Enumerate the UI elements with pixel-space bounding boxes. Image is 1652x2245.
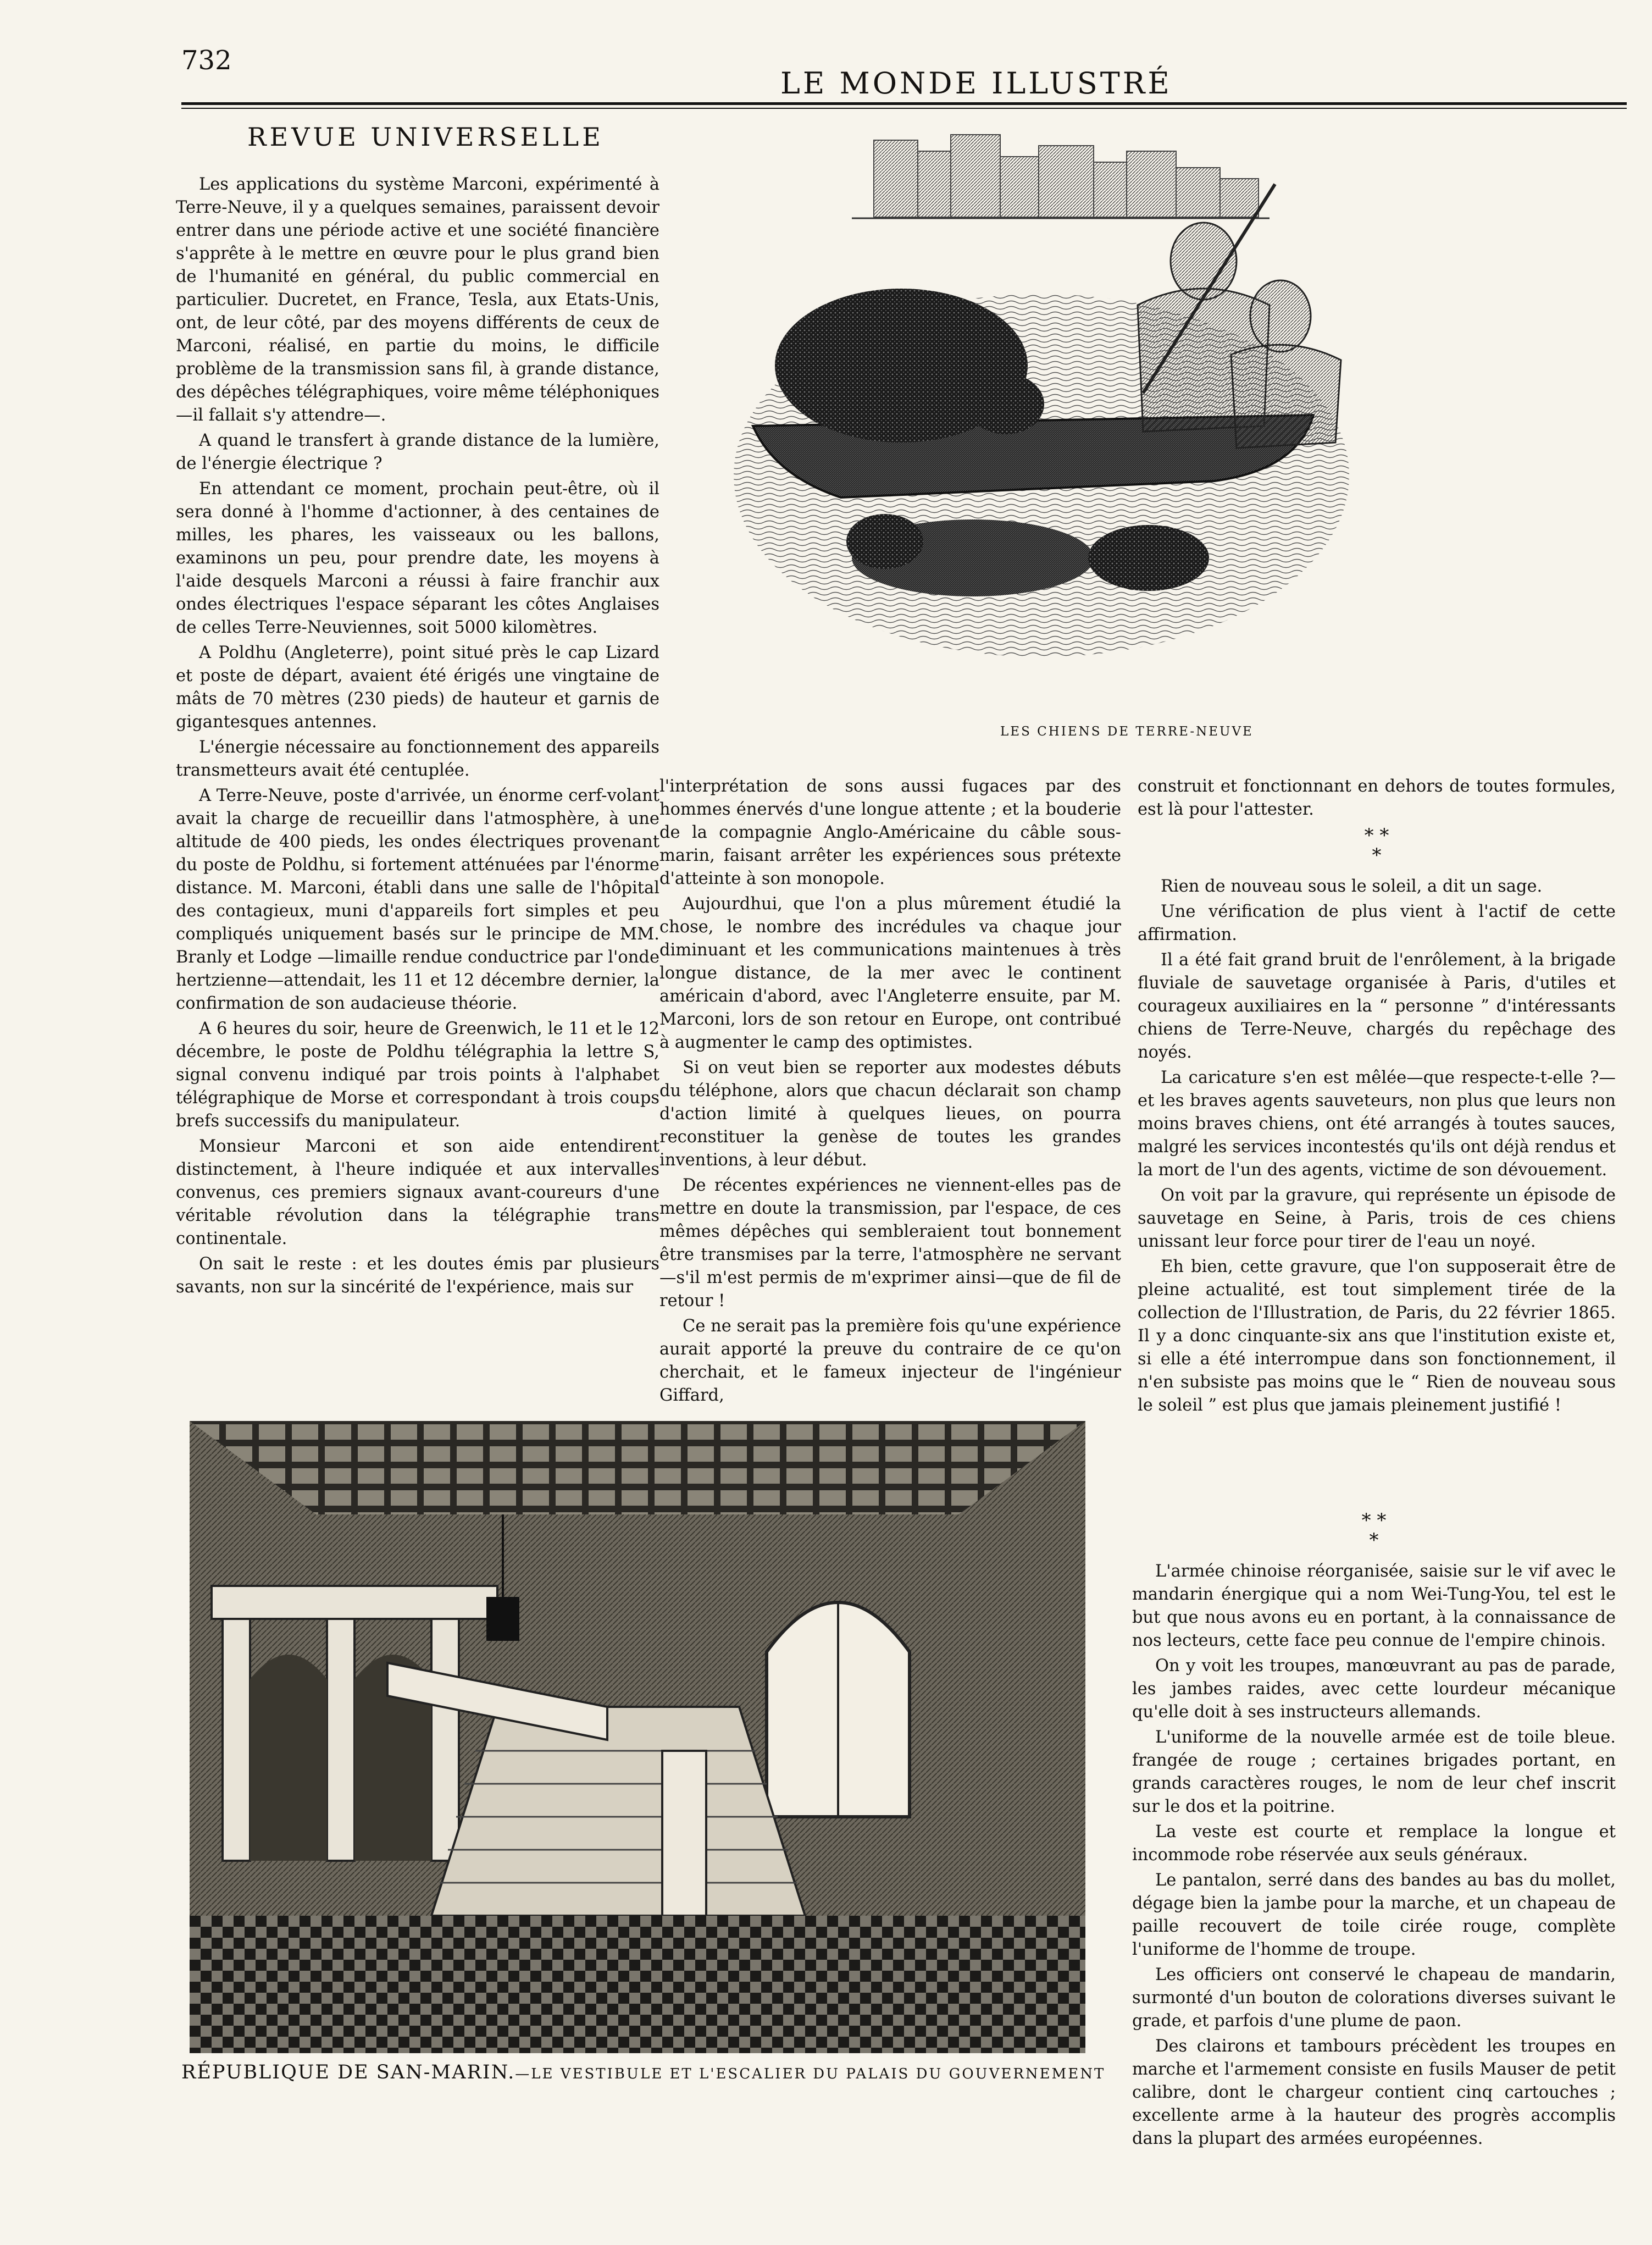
- column-1: [176, 173, 659, 1377]
- paragraph: La veste est courte et remplace la longue et incommode robe réservée aux seuls généraux.: [1132, 1822, 1616, 1865]
- article-title: REVUE UNIVERSELLE: [247, 122, 604, 152]
- dogs-rescue-engraving: [720, 118, 1363, 673]
- column-2: [659, 775, 1121, 1405]
- engraving-newfoundland-dogs: [720, 118, 1363, 673]
- header-rule-thin: [181, 108, 1627, 109]
- caption-sub: —LE VESTIBULE ET L'ESCALIER DU PALAIS DU GOUVERNEMENT: [515, 2066, 1106, 2082]
- column-3-lower: [1132, 1506, 1616, 2148]
- masthead: LE MONDE ILLUSTRÉ: [780, 66, 1172, 101]
- paragraph: Rien de nouveau sous le soleil, a dit un sage.: [1161, 877, 1543, 896]
- header-rule: [181, 102, 1627, 105]
- paragraph: Il a été fait grand bruit de l'enrôlement, à la brigade fluviale de sauvetage organisée à Paris, d'utiles et courageux auxiliaires en la “ personne ” d'intéressants chiens de Terre-Neuve, chargés du repêchage des noyés.: [1138, 950, 1616, 1062]
- paragraph: A Terre-Neuve, poste d'arrivée, un énorme cerf-volant avait la charge de recueillir dans l'atmosphère, à une altitude de 400 pieds, les ondes électriques provenant du poste de Poldhu, si fortement atténuées par l'énorme distance. M. Marconi, établi dans une salle de l'hôpital des contagieux, muni d'appareils fort simples et peu compliqués uniquement basés sur le principe de MM. Branly et Lodge —limaille rendue conductrice par l'onde hertzienne—attendait, les 11 et 12 décembre dernier, la confirmation de son audacieuse théorie.: [176, 786, 659, 1013]
- paragraph: Eh bien, cette gravure, que l'on supposerait être de pleine actualité, est tout simplement tirée de la collection de l'Illustration, de Paris, du 22 février 1865. Il y a donc cinquante-six ans que l'institution existe et, si elle a été interrompue dans son fonctionnement, il n'en subsiste pas moins que le “ Rien de nouveau sous le soleil ” est plus que jamais pleinement justifié !: [1138, 1257, 1616, 1415]
- palace-vestibule-engraving: [190, 1421, 1085, 2053]
- paragraph: On voit par la gravure, qui représente un épisode de sauvetage en Seine, à Paris, trois de ces chiens unissant leur force pour tirer de l'eau un noyé.: [1138, 1186, 1616, 1251]
- page-number: 732: [181, 45, 232, 76]
- caption-main: RÉPUBLIQUE DE SAN-MARIN.: [181, 2061, 515, 2083]
- paragraph: En attendant ce moment, prochain peut-être, où il sera donné à l'homme d'actionner, à des centaines de milles, les phares, les vaisseaux ou les ballons, examinons un peu, pour prendre date, les moyens à l'aide desquels Marconi a réussi à faire franchir aux ondes électriques l'espace séparant les côtes Anglaises de celles Terre-Neuviennes, soit 5000 kilomètres.: [176, 479, 659, 637]
- paragraph: Des clairons et tambours précèdent les troupes en marche et l'armement consiste en fusils Mauser de petit calibre, dont le chargeur contient cinq cartouches ; excellente arme à la hauteur des progrès accomplis dans la plupart des armées européennes.: [1132, 2037, 1616, 2148]
- section-divider-asterism: * * *: [1361, 1509, 1387, 1551]
- paragraph: A 6 heures du soir, heure de Greenwich, le 11 et le 12 décembre, le poste de Poldhu télégraphia la lettre S, signal convenu indiqué par trois points à l'alphabet télégraphique de Morse et correspondant à trois coups brefs successifs du manipulateur.: [176, 1019, 659, 1131]
- paragraph: Ce ne serait pas la première fois qu'une expérience aurait apporté la preuve du contraire de ce qu'on cherchait, et le fameux injecteur de l'ingénieur Giffard,: [659, 1317, 1121, 1405]
- paragraph: L'énergie nécessaire au fonctionnement des appareils transmetteurs avait été centuplée.: [176, 738, 659, 780]
- paragraph: construit et fonctionnant en dehors de toutes formules, est là pour l'attester.: [1138, 777, 1616, 819]
- vestibule-caption: [181, 2061, 1138, 2083]
- paragraph: Le pantalon, serré dans des bandes au bas du mollet, dégage bien la jambe pour la marche, et un chapeau de paille recouvert de toile cirée rouge, complète l'uniforme de l'homme de troupe.: [1132, 1871, 1616, 1959]
- paragraph: On y voit les troupes, manœuvrant au pas de parade, les jambes raides, avec cette lourdeur mécanique qu'elle doit à ses instructeurs allemands.: [1132, 1656, 1616, 1722]
- paragraph: Aujourdhui, que l'on a plus mûrement étudié la chose, le nombre des incrédules va chaque jour diminuant et les communications maintenues à très longue distance, de la mer avec le continent américain d'abord, avec l'Angleterre ensuite, par M. Marconi, lors de son retour en Europe, ont contribué à augmenter le camp des optimistes.: [659, 894, 1121, 1052]
- paragraph: A Poldhu (Angleterre), point situé près le cap Lizard et poste de départ, avaient été érigés une vingtaine de mâts de 70 mètres (230 pieds) de hauteur et garnis de gigantesques antennes.: [176, 643, 659, 732]
- paragraph: On sait le reste : et les doutes émis par plusieurs savants, non sur la sincérité de l'expérience, mais sur: [176, 1254, 659, 1297]
- dogs-caption: LES CHIENS DE TERRE-NEUVE: [1000, 725, 1254, 739]
- column-3: [1138, 775, 1616, 1462]
- paragraph: De récentes expériences ne viennent-elles pas de mettre en doute la transmission, par l'espace, de ces mêmes dépêches qui sembleraient tout bonnement être transmises par la terre, l'atmosphère ne servant—s'il m'est permis de m'exprimer ainsi—que de fil de retour !: [659, 1176, 1121, 1310]
- paragraph: l'interprétation de sons aussi fugaces par des hommes énervés d'une longue attente ; et la bouderie de la compagnie Anglo-Américaine du câble sous-marin, faisant arrêter les expériences sous prétexte d'atteinte à son monopole.: [659, 777, 1121, 888]
- paragraph: Une vérification de plus vient à l'actif de cette affirmation.: [1138, 902, 1616, 944]
- paragraph: Si on veut bien se reporter aux modestes débuts du téléphone, alors que chacun déclarait son champ d'action limité à quelques lieues, on pourra reconstituer la genèse de toutes les grandes inventions, à leur début.: [659, 1058, 1121, 1170]
- paragraph: L'armée chinoise réorganisée, saisie sur le vif avec le mandarin énergique qui a nom Wei-Tung-You, tel est le but que nous avons eu en portant, à la connaissance de nos lecteurs, cette face peu connue de l'empire chinois.: [1132, 1562, 1616, 1650]
- paragraph: Monsieur Marconi et son aide entendirent distinctement, à l'heure indiquée et aux intervalles convenus, ces premiers signaux avant-coureurs d'une véritable révolution dans la télégraphie trans continentale.: [176, 1137, 659, 1248]
- section-divider-asterism: * * *: [1364, 825, 1389, 866]
- paragraph: Les officiers ont conservé le chapeau de mandarin, surmonté d'un bouton de colorations diverses suivant le grade, et parfois d'une plume de paon.: [1132, 1965, 1616, 2031]
- paragraph: A quand le transfert à grande distance de la lumière, de l'énergie électrique ?: [176, 431, 659, 473]
- engraving-san-marino-vestibule: [190, 1421, 1085, 2053]
- paragraph: L'uniforme de la nouvelle armée est de toile bleue. frangée de rouge ; certaines brigades portant, en grands caractères rouges, le nom de leur chef inscrit sur le dos et la poitrine.: [1132, 1728, 1616, 1816]
- paragraph: Les applications du système Marconi, expérimenté à Terre-Neuve, il y a quelques semaines, paraissent devoir entrer dans une période active et une société financière s'apprête à le mettre en œuvre pour le plus grand bien de l'humanité en général, du public commercial en particulier. Ducretet, en France, Tesla, aux Etats-Unis, ont, de leur côté, par des moyens différents de ceux de Marconi, réalisé, en partie du moins, le difficile problème de la transmission sans fil, à grande distance, des dépêches télégraphiques, voire même téléphoniques—il fallait s'y attendre—.: [176, 175, 659, 425]
- paragraph: La caricature s'en est mêlée—que respecte-t-elle ?—et les braves agents sauveteurs, non plus que leurs non moins braves chiens, ont été arrangés à toutes sauces, malgré les services incontestés qu'ils ont déjà rendus et la mort de l'un des agents, victime de son dévouement.: [1138, 1068, 1616, 1180]
